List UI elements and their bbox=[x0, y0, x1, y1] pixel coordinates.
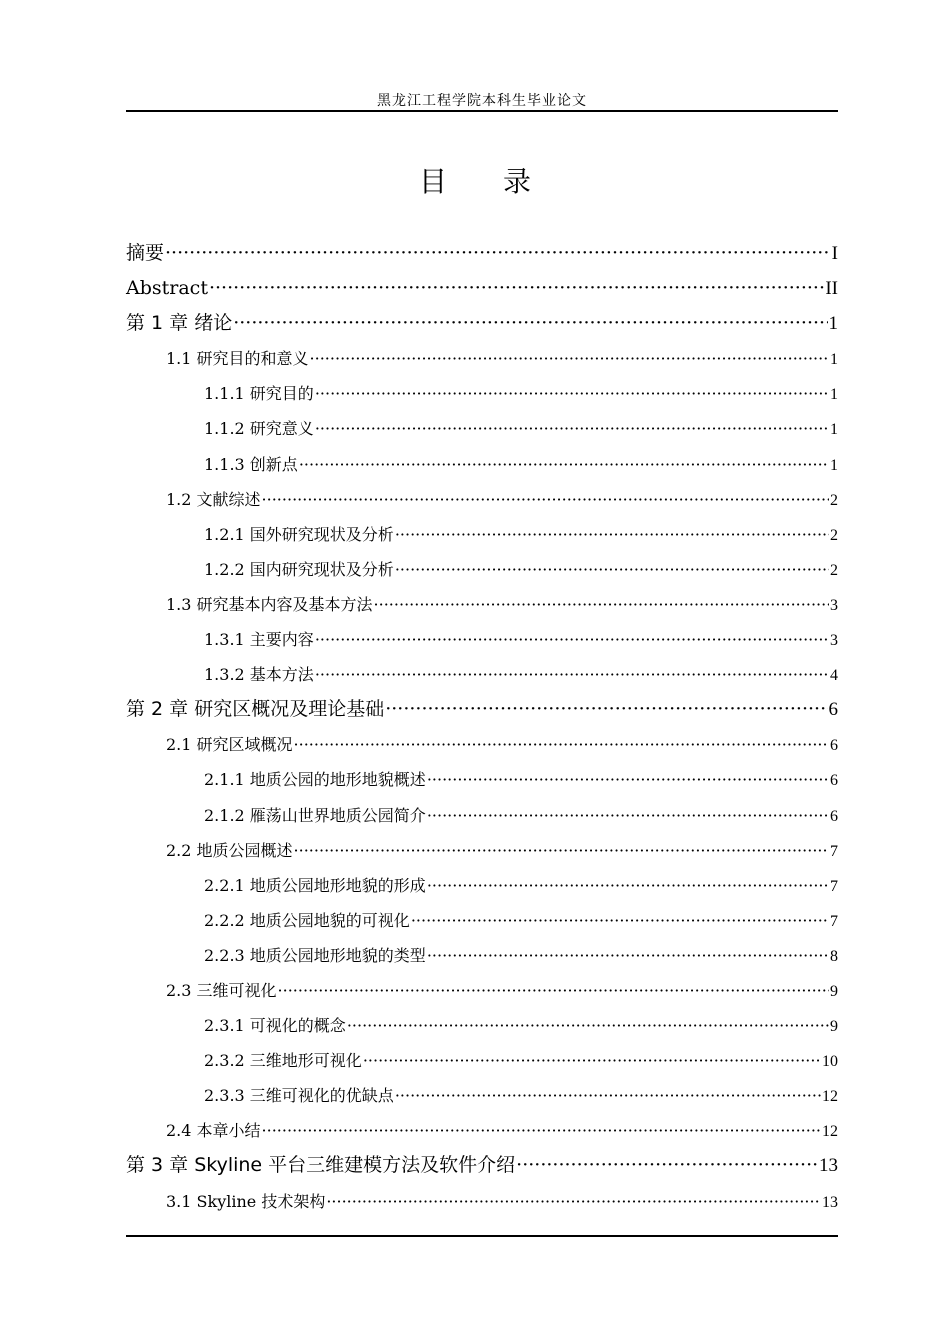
dot-leader bbox=[516, 1148, 818, 1183]
toc-entry-title: 2.3 三维可视化 bbox=[166, 980, 277, 1000]
toc-entry-page: 1 bbox=[830, 421, 838, 439]
toc-entry-page: 12 bbox=[822, 1088, 838, 1106]
toc-entry-page: 1 bbox=[828, 313, 838, 335]
toc-entry-title: 摘要 bbox=[126, 242, 165, 264]
toc-entry-title: 1.2.2 国内研究现状及分析 bbox=[204, 559, 394, 579]
dot-leader bbox=[363, 1043, 821, 1078]
toc-entry-page: 8 bbox=[830, 947, 838, 965]
toc-entry[interactable] bbox=[126, 692, 838, 727]
toc-entry-title: 1.1.2 研究意义 bbox=[204, 419, 314, 439]
toc-entry-title: 第 2 章 研究区概况及理论基础 bbox=[126, 698, 385, 721]
toc-entry-page: 9 bbox=[830, 1018, 838, 1036]
toc-entry[interactable] bbox=[126, 376, 838, 411]
toc-entry-page: 10 bbox=[822, 1053, 838, 1071]
toc-entry-page: 13 bbox=[819, 1155, 838, 1177]
dot-leader bbox=[299, 447, 829, 482]
footer-rule bbox=[126, 1235, 838, 1237]
dot-leader bbox=[315, 622, 829, 657]
dot-leader bbox=[315, 657, 829, 692]
toc-entry-title: 2.1.1 地质公园的地形地貌概述 bbox=[204, 770, 426, 790]
dot-leader bbox=[374, 587, 829, 622]
dot-leader bbox=[315, 411, 829, 446]
table-of-contents bbox=[126, 236, 838, 1219]
dot-leader bbox=[395, 517, 829, 552]
dot-leader bbox=[427, 868, 829, 903]
toc-entry-page: 6 bbox=[830, 807, 838, 825]
toc-entry[interactable] bbox=[126, 482, 838, 517]
dot-leader bbox=[411, 903, 829, 938]
dot-leader bbox=[209, 271, 824, 306]
toc-entry[interactable] bbox=[126, 1148, 838, 1183]
toc-entry-title: 1.2 文献综述 bbox=[166, 489, 261, 509]
toc-entry-title: 2.4 本章小结 bbox=[166, 1121, 261, 1141]
toc-entry[interactable] bbox=[126, 341, 838, 376]
toc-entry-title: 1.3.1 主要内容 bbox=[204, 630, 314, 650]
toc-entry-page: 2 bbox=[830, 526, 838, 544]
dot-leader bbox=[347, 1008, 829, 1043]
toc-entry-title: 2.2.3 地质公园地形地貌的类型 bbox=[204, 945, 426, 965]
toc-entry[interactable] bbox=[126, 622, 838, 657]
toc-entry-page: 6 bbox=[830, 737, 838, 755]
toc-entry[interactable] bbox=[126, 1184, 838, 1219]
toc-entry[interactable] bbox=[126, 762, 838, 797]
dot-leader bbox=[262, 1113, 821, 1148]
dot-leader bbox=[278, 973, 829, 1008]
toc-entry-title: 1.1.1 研究目的 bbox=[204, 384, 314, 404]
toc-entry[interactable] bbox=[126, 798, 838, 833]
toc-entry[interactable] bbox=[126, 447, 838, 482]
toc-entry[interactable] bbox=[126, 1113, 838, 1148]
dot-leader bbox=[427, 798, 829, 833]
toc-entry-title: 2.3.3 三维可视化的优缺点 bbox=[204, 1086, 394, 1106]
toc-entry-page: 1 bbox=[830, 456, 838, 474]
dot-leader bbox=[294, 833, 829, 868]
toc-entry-page: 3 bbox=[830, 632, 838, 650]
toc-entry-page: 12 bbox=[822, 1123, 838, 1141]
toc-entry[interactable] bbox=[126, 973, 838, 1008]
toc-entry-page: 3 bbox=[830, 596, 838, 614]
dot-leader bbox=[294, 727, 829, 762]
toc-entry[interactable] bbox=[126, 271, 838, 306]
toc-entry-page: 6 bbox=[828, 699, 838, 721]
toc-entry-title: 2.2.1 地质公园地形地貌的形成 bbox=[204, 875, 426, 895]
toc-entry[interactable] bbox=[126, 938, 838, 973]
toc-entry-title: 2.2 地质公园概述 bbox=[166, 840, 293, 860]
dot-leader bbox=[233, 306, 827, 341]
toc-entry-title: 1.3.2 基本方法 bbox=[204, 665, 314, 685]
toc-entry-title: 1.1 研究目的和意义 bbox=[166, 349, 309, 369]
toc-entry-title: 1.3 研究基本内容及基本方法 bbox=[166, 594, 373, 614]
dot-leader bbox=[310, 341, 829, 376]
dot-leader bbox=[315, 376, 829, 411]
toc-entry-title: 3.1 Skyline 技术架构 bbox=[166, 1191, 326, 1211]
toc-entry-page: II bbox=[825, 278, 838, 300]
toc-entry-page: 2 bbox=[830, 491, 838, 509]
toc-entry-page: 13 bbox=[822, 1193, 838, 1211]
toc-entry-page: 4 bbox=[830, 667, 838, 685]
toc-entry-title: 第 1 章 绪论 bbox=[126, 312, 233, 335]
toc-entry[interactable] bbox=[126, 1008, 838, 1043]
dot-leader bbox=[165, 236, 831, 271]
dot-leader bbox=[427, 762, 829, 797]
toc-entry[interactable] bbox=[126, 903, 838, 938]
toc-entry-page: I bbox=[831, 243, 838, 264]
toc-entry[interactable] bbox=[126, 306, 838, 341]
toc-entry[interactable] bbox=[126, 833, 838, 868]
toc-entry-title: 2.1 研究区域概况 bbox=[166, 735, 293, 755]
dot-leader bbox=[395, 1078, 821, 1113]
dot-leader bbox=[385, 692, 827, 727]
toc-entry[interactable] bbox=[126, 517, 838, 552]
toc-entry-page: 2 bbox=[830, 561, 838, 579]
toc-entry-title: 第 3 章 Skyline 平台三维建模方法及软件介绍 bbox=[126, 1154, 516, 1177]
toc-entry[interactable] bbox=[126, 727, 838, 762]
toc-entry-page: 9 bbox=[830, 982, 838, 1000]
toc-entry-title: 1.1.3 创新点 bbox=[204, 454, 298, 474]
dot-leader bbox=[326, 1184, 821, 1219]
toc-entry[interactable] bbox=[126, 1078, 838, 1113]
toc-entry[interactable] bbox=[126, 411, 838, 446]
toc-entry[interactable] bbox=[126, 552, 838, 587]
toc-entry-title: 2.3.2 三维地形可视化 bbox=[204, 1051, 362, 1071]
toc-entry-page: 1 bbox=[830, 351, 838, 369]
toc-entry-title: Abstract bbox=[126, 277, 208, 300]
toc-entry-page: 6 bbox=[830, 772, 838, 790]
running-header: 黑龙江工程学院本科生毕业论文 bbox=[377, 93, 587, 109]
toc-entry-page: 7 bbox=[830, 877, 838, 895]
dot-leader bbox=[395, 552, 829, 587]
toc-entry-title: 1.2.1 国外研究现状及分析 bbox=[204, 524, 394, 544]
dot-leader bbox=[427, 938, 829, 973]
toc-entry[interactable] bbox=[126, 657, 838, 692]
toc-entry[interactable] bbox=[126, 1043, 838, 1078]
toc-entry-page: 7 bbox=[830, 842, 838, 860]
toc-entry-title: 2.3.1 可视化的概念 bbox=[204, 1016, 346, 1036]
dot-leader bbox=[262, 482, 829, 517]
toc-entry[interactable] bbox=[126, 236, 838, 271]
toc-entry[interactable] bbox=[126, 868, 838, 903]
toc-entry[interactable] bbox=[126, 587, 838, 622]
toc-entry-page: 7 bbox=[830, 912, 838, 930]
toc-entry-title: 2.2.2 地质公园地貌的可视化 bbox=[204, 910, 410, 930]
toc-entry-title: 2.1.2 雁荡山世界地质公园简介 bbox=[204, 805, 426, 825]
header-rule bbox=[126, 110, 838, 112]
toc-entry-page: 1 bbox=[830, 386, 838, 404]
toc-title: 目录 bbox=[418, 165, 587, 198]
